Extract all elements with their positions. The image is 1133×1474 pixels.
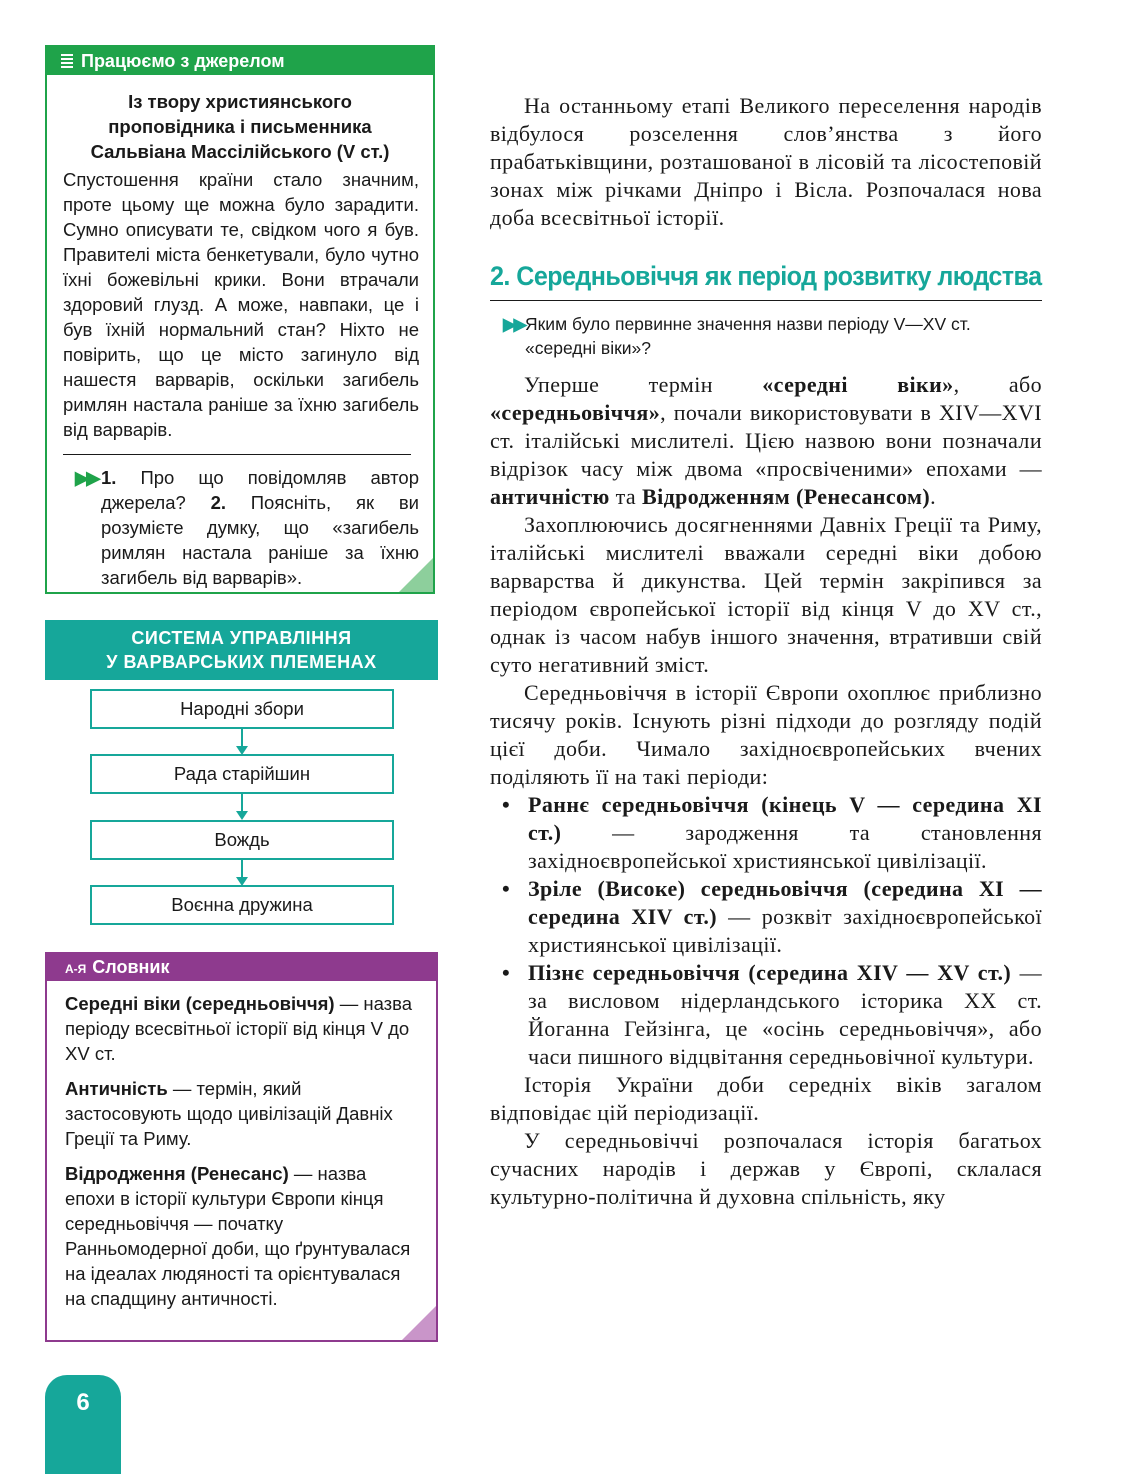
source-title: [57, 89, 423, 164]
source-title-line: Сальвіана Массілійського (V ст.): [90, 141, 390, 162]
period-description: — розквіт західноєвропейської християнської цивілізації.: [528, 904, 1042, 957]
corner-decoration: [402, 1306, 436, 1340]
paragraph: Середньовіччя в історії Європи охоплює приблизно тисячу років. Існують різні підходи до розгляду подій цієї доби. Чимало західноєвропейських вчених поділяють її на такі періоди:: [490, 680, 1042, 789]
list-item: [490, 791, 1042, 875]
intro-paragraph: На останньому етапі Великого переселення народів відбулося розселення слов’янства з його прабатьківщини, розташованої в лісовій та лісостеповій зонах між річками Дніпро і Вісла. Розпочалася нова доба всесвітньої історії.: [490, 93, 1042, 230]
section-question-text: Яким було первинне значення назви періоду V—XV ст. «середні віки»?: [525, 314, 971, 358]
text-run: Уперше термін: [524, 372, 763, 397]
paragraph: [490, 371, 1042, 511]
main-text: [490, 371, 1042, 1211]
list-item: [490, 959, 1042, 1071]
source-header-label: Працюємо з джерелом: [81, 51, 285, 71]
vocabulary-term: Відродження (Ренесанс): [65, 1163, 289, 1184]
period-name: Пізнє середньовіччя (середина XIV — XV ст.): [528, 960, 1012, 985]
question-number: 2.: [210, 492, 226, 513]
question-number: 1.: [101, 467, 117, 488]
down-arrow-icon: [241, 860, 243, 884]
source-title-line: проповідника і письменника: [108, 116, 372, 137]
vocabulary-entry: [65, 1076, 420, 1151]
questions-text: [101, 465, 419, 590]
paragraph: У середньовіччі розпочалася історія багатьох сучасних народів і держав у Європі, склалася культурно-політична й духовна спільність, яку: [490, 1128, 1042, 1209]
source-title-line: Із твору християнського: [128, 91, 352, 112]
text-run: , або: [953, 372, 1042, 397]
section-divider: [490, 300, 1042, 301]
period-name: Зріле (Високе) середньовіччя (середина XI — середина XIV ст.): [528, 876, 1042, 929]
page-number: 6: [45, 1375, 121, 1474]
scheme-box: Вождь: [90, 820, 394, 860]
paragraph: Історія України доби середніх віків загалом відповідає цій періодизації.: [490, 1072, 1042, 1125]
source-text: Спустошення країни стало значним, проте цьому ще можна було зарадити. Сумно описувати те, свідком чого я був. Правителі міста бенкетували, було чутно їхні божевільні крики. Вони втрачали здоровий глузд. А може, навпаки, це і був їхній нормальний стан? Ніхто не повірить, що це місто загинуло від нашестя варварів, оскільки загибель римлян настала раніше за їхню загибель від варварів.: [63, 169, 419, 440]
scheme-box: Народні збори: [90, 689, 394, 729]
term: античністю: [490, 484, 610, 509]
term: «середньовіччя»: [490, 400, 661, 425]
vocabulary-entry: [65, 1161, 420, 1311]
period-list: [490, 791, 1042, 1071]
vocabulary-definition: — назва періоду всесвітньої історії від кінця V до XV ст.: [65, 993, 413, 1064]
double-arrow-icon: ▶▶: [503, 314, 524, 334]
scheme-title-line: У ВАРВАРСЬКИХ ПЛЕМЕНАХ: [106, 652, 377, 672]
vocabulary-definition: — назва епохи в історії культури Європи кінця середньовіччя — початку Ранньомодерної доби, що ґрунтувалася на ідеалах людяності та орієнтувалася на спадщину античності.: [65, 1163, 411, 1309]
vocabulary-header: [47, 954, 436, 981]
question-text: Про що повідомляв автор джерела?: [101, 467, 419, 513]
term: Відродженням (Ренесансом): [642, 484, 931, 509]
text-run: та: [609, 484, 642, 509]
down-arrow-icon: [241, 794, 243, 818]
source-questions: [75, 465, 419, 590]
section-question: [503, 312, 1003, 360]
document-icon: [61, 54, 73, 69]
double-arrow-icon: ▶▶: [75, 467, 98, 488]
vocabulary-definition: — термін, який застосовують щодо цивілізацій Давніх Греції та Риму.: [65, 1078, 393, 1149]
intro-paragraph-block: [490, 92, 1042, 232]
period-description: — зародження та становлення західноєвропейської християнської цивілізації.: [528, 820, 1042, 873]
text-run: , почали використовувати в XIV—XVI ст. італійські мислителі. Цією назвою вони позначали відрізок часу між двома «просвіченими» епохами —: [490, 400, 1042, 481]
source-header: [47, 47, 433, 75]
period-description: — за висловом нідерландського історика XX ст. Йоганна Гейзінга, це «осінь середньовіччя», або часи пишного відцвітання середньовічної культури.: [528, 960, 1042, 1069]
dictionary-icon: А-Я: [65, 962, 87, 976]
down-arrow-icon: [241, 729, 243, 753]
list-item: [490, 875, 1042, 959]
vocabulary-entry: [65, 991, 420, 1066]
scheme-box: Воєнна дружина: [90, 885, 394, 925]
paragraph: Захоплюючись досягненнями Давніх Греції та Риму, італійські мислителі вважали середні віки добою варварства й дикунства. Цей термін закріпився за періодом європейської історії від кінця V до XV ст., однак із часом набув іншого значення, втративши свій суто негативний зміст.: [490, 512, 1042, 677]
question-text: Поясніть, як ви розумієте думку, що «загибель римлян настала раніше за їхню загибель від варварів».: [101, 492, 419, 588]
vocabulary-term: Античність: [65, 1078, 168, 1099]
period-name: Раннє середньовіччя (кінець V — середина XI ст.): [528, 792, 1042, 845]
term: «середні віки»: [762, 372, 954, 397]
divider: [63, 454, 411, 455]
corner-decoration: [399, 558, 433, 592]
scheme-title: [45, 620, 438, 680]
text-run: .: [930, 484, 937, 509]
source-panel: [45, 45, 435, 594]
vocabulary-term: Середні віки (середньовіччя): [65, 993, 335, 1014]
scheme-title-line: СИСТЕМА УПРАВЛІННЯ: [131, 628, 352, 648]
scheme-box: Рада старійшин: [90, 754, 394, 794]
vocabulary-header-label: Словник: [92, 957, 170, 977]
section-title: 2. Середньовіччя як період розвитку людства: [490, 261, 1042, 291]
vocabulary-panel: [45, 952, 438, 1342]
